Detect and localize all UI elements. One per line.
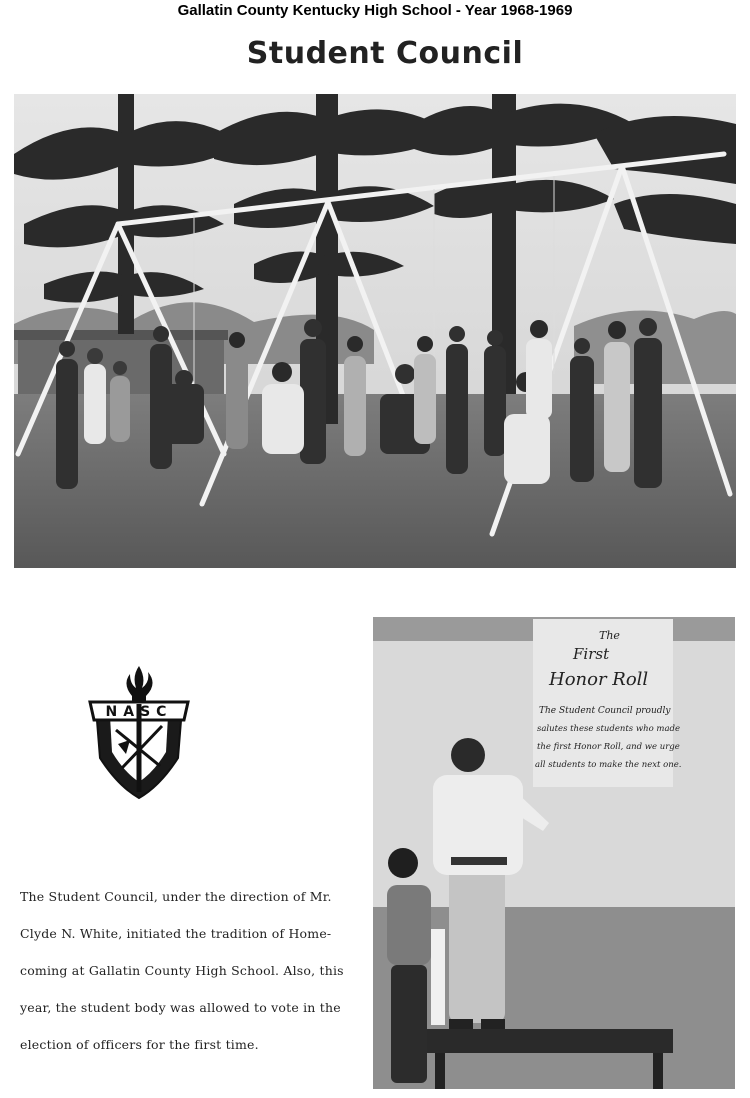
body-line: year, the student body was allowed to vote in the: [20, 1000, 341, 1015]
poster-line: The Student Council proudly: [539, 706, 671, 716]
poster-line: salutes these students who made: [537, 724, 680, 734]
page-header: Gallatin County Kentucky High School - Year 1968-1969: [177, 2, 573, 19]
body-line: election of officers for the first time.: [20, 1037, 259, 1052]
honor-roll-photo-illustration: [373, 617, 735, 1089]
poster-line: The: [599, 629, 620, 642]
poster-line: all students to make the next one.: [535, 760, 682, 770]
nasc-emblem: [86, 662, 192, 802]
body-paragraph: [20, 878, 365, 1063]
body-line: The Student Council, under the direction of Mr.: [20, 889, 332, 904]
nasc-emblem-graphic: [86, 662, 192, 802]
group-photo: [14, 94, 736, 568]
svg-text:NASC: NASC: [105, 704, 173, 720]
poster-line: Honor Roll: [549, 669, 649, 690]
honor-roll-photo: [373, 617, 735, 1089]
poster-line: the first Honor Roll, and we urge: [537, 742, 680, 752]
body-line: coming at Gallatin County High School. Also, this: [20, 963, 344, 978]
poster-line: First: [573, 645, 610, 663]
body-line: Clyde N. White, initiated the tradition of Home-: [20, 926, 332, 941]
page-title: Student Council: [246, 36, 524, 71]
group-photo-illustration: [14, 94, 736, 568]
